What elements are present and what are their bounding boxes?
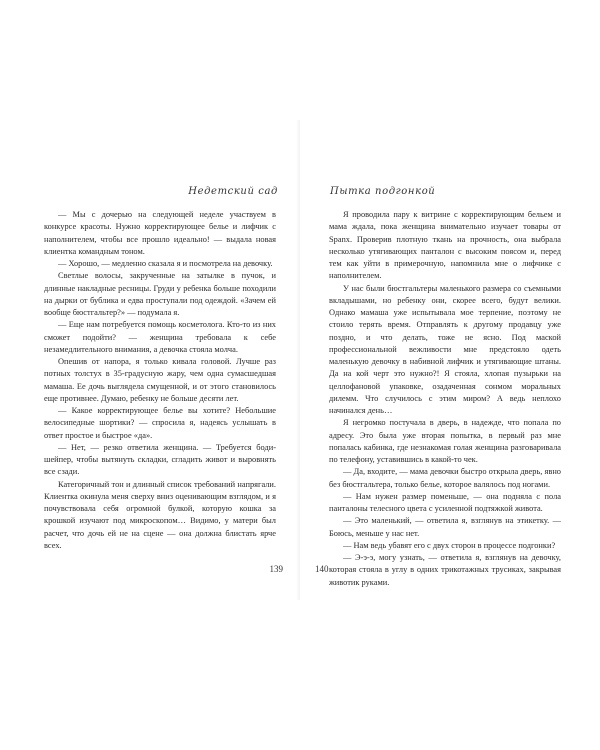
- right-page-text: [329, 209, 561, 589]
- paragraph: Я негромко постучала в дверь, в надежде, что попала по адресу. Это была уже вторая попытка, в первый раз мне попалась кабинка, где незнакомая голая женщина разговаривала по телефону, уставившись в какой-то чек.: [329, 418, 561, 464]
- paragraph: — Мы с дочерью на следующей неделе участвуем в конкурсе красоты. Нужно корректирующее белье и лифчик с наполнителем, чтобы все прошло идеально! — выдала новая клиентка командным тоном.: [44, 210, 276, 256]
- paragraph: — Нам ведь убавят его с двух сторон в процессе подгонки?: [343, 540, 556, 550]
- paragraph: — Нет, — резко ответила женщина. — Требуется боди-шейпер, чтобы вытянуть складки, сгладить живот и выровнять все сзади.: [44, 442, 276, 477]
- paragraph: — Хорошо, — медленно сказала я и посмотрела на девочку.: [58, 259, 273, 268]
- paragraph: — Еще нам потребуется помощь косметолога. Кто-то из них сможет подойти? — женщина требовала к себе незамедлительного внимания, а девочка стояла молча.: [44, 320, 276, 354]
- paragraph: — Это маленький, — ответила я, взглянув на этикетку. — Боюсь, меньше у нас нет.: [329, 516, 561, 538]
- paragraph: Светлые волосы, закрученные на затылке в пучок, и длинные накладные ресницы. Груди у ребенка больше походили на дырки от бублика и едва проступали под одеждой. «Зачем ей вообще бюстгальтер?» — подумала я.: [44, 271, 276, 317]
- paragraph: — Э-э-э, могу узнать, — ответила я, взглянув на девочку, которая стояла в углу в одних трикотажных трусиках, закрывая животик руками.: [329, 553, 561, 587]
- left-page-number: 139: [269, 564, 283, 574]
- paragraph: — Нам нужен размер поменьше, — она подняла с пола панталоны телесного цвета с усиленной подтяжкой живота.: [329, 491, 561, 513]
- paragraph: — Да, входите, — мама девочки быстро открыла дверь, явно без бюстгальтера, только белье, которое валялось под ногами.: [329, 467, 561, 489]
- paragraph: Категоричный тон и длинный список требований напрягали. Клиентка окинула меня сверху вниз оценивающим взглядом, и я почувствовала себя огромной булкой, которую кошка за крошкой изучают под микроскопом… Видимо, у матери был расчет, что дочь ей не на сцене — она должна блистать ярче всех.: [44, 479, 276, 550]
- right-page-number: 140: [315, 564, 329, 574]
- paragraph: — Какое корректирующее белье вы хотите? Небольшие велосипедные шортики? — спросила я, надеясь услышать в ответ простое и быстрое «да».: [44, 406, 276, 440]
- left-running-head: Недетский сад: [188, 186, 278, 197]
- paragraph: Я проводила пару к витрине с корректирующим бельем и мама ждала, пока женщина внимательно изучает товары от Spanx. Проверив плотную ткань на прочность, она выбрала несколько утягивающих панталон с высоким поясом и, перед тем как уйти в примерочную, напомнила мне о лифчике с наполнителем.: [329, 210, 561, 281]
- right-running-head: Пытка подгонкой: [330, 186, 436, 197]
- paragraph: Опешив от напора, я только кивала головой. Лучше раз потных толстух в 35-градусную жару, чем одна сумасшедшая мамаша. Ее дочь выглядела смущенной, и от этого становилось еще противнее. Думаю, ребенку не больше десяти лет.: [44, 357, 276, 403]
- right-page: [300, 0, 600, 750]
- left-page-text: [44, 209, 276, 552]
- paragraph: У нас были бюстгальтеры маленького размера со съемными вкладышами, но ребенку они, скорее всего, будут велики. Однако мамаша уже испытывала мое терпение, поэтому не стоило терять время. Отправлять к другому продавцу уже поздно, и что делать, тоже не ясно. Под маской профессиональной вежливости мне предстояло одеть маленькую девочку в набивной лифчик и утягивающие штаны. Да на кой черт это нужно?! Я стояла, хлопая пузырьки на целлофановой упаковке, озадаченная сонмом моральных дилемм. Что случилось с этим миром? А ведь неплохо начинался день…: [329, 283, 561, 415]
